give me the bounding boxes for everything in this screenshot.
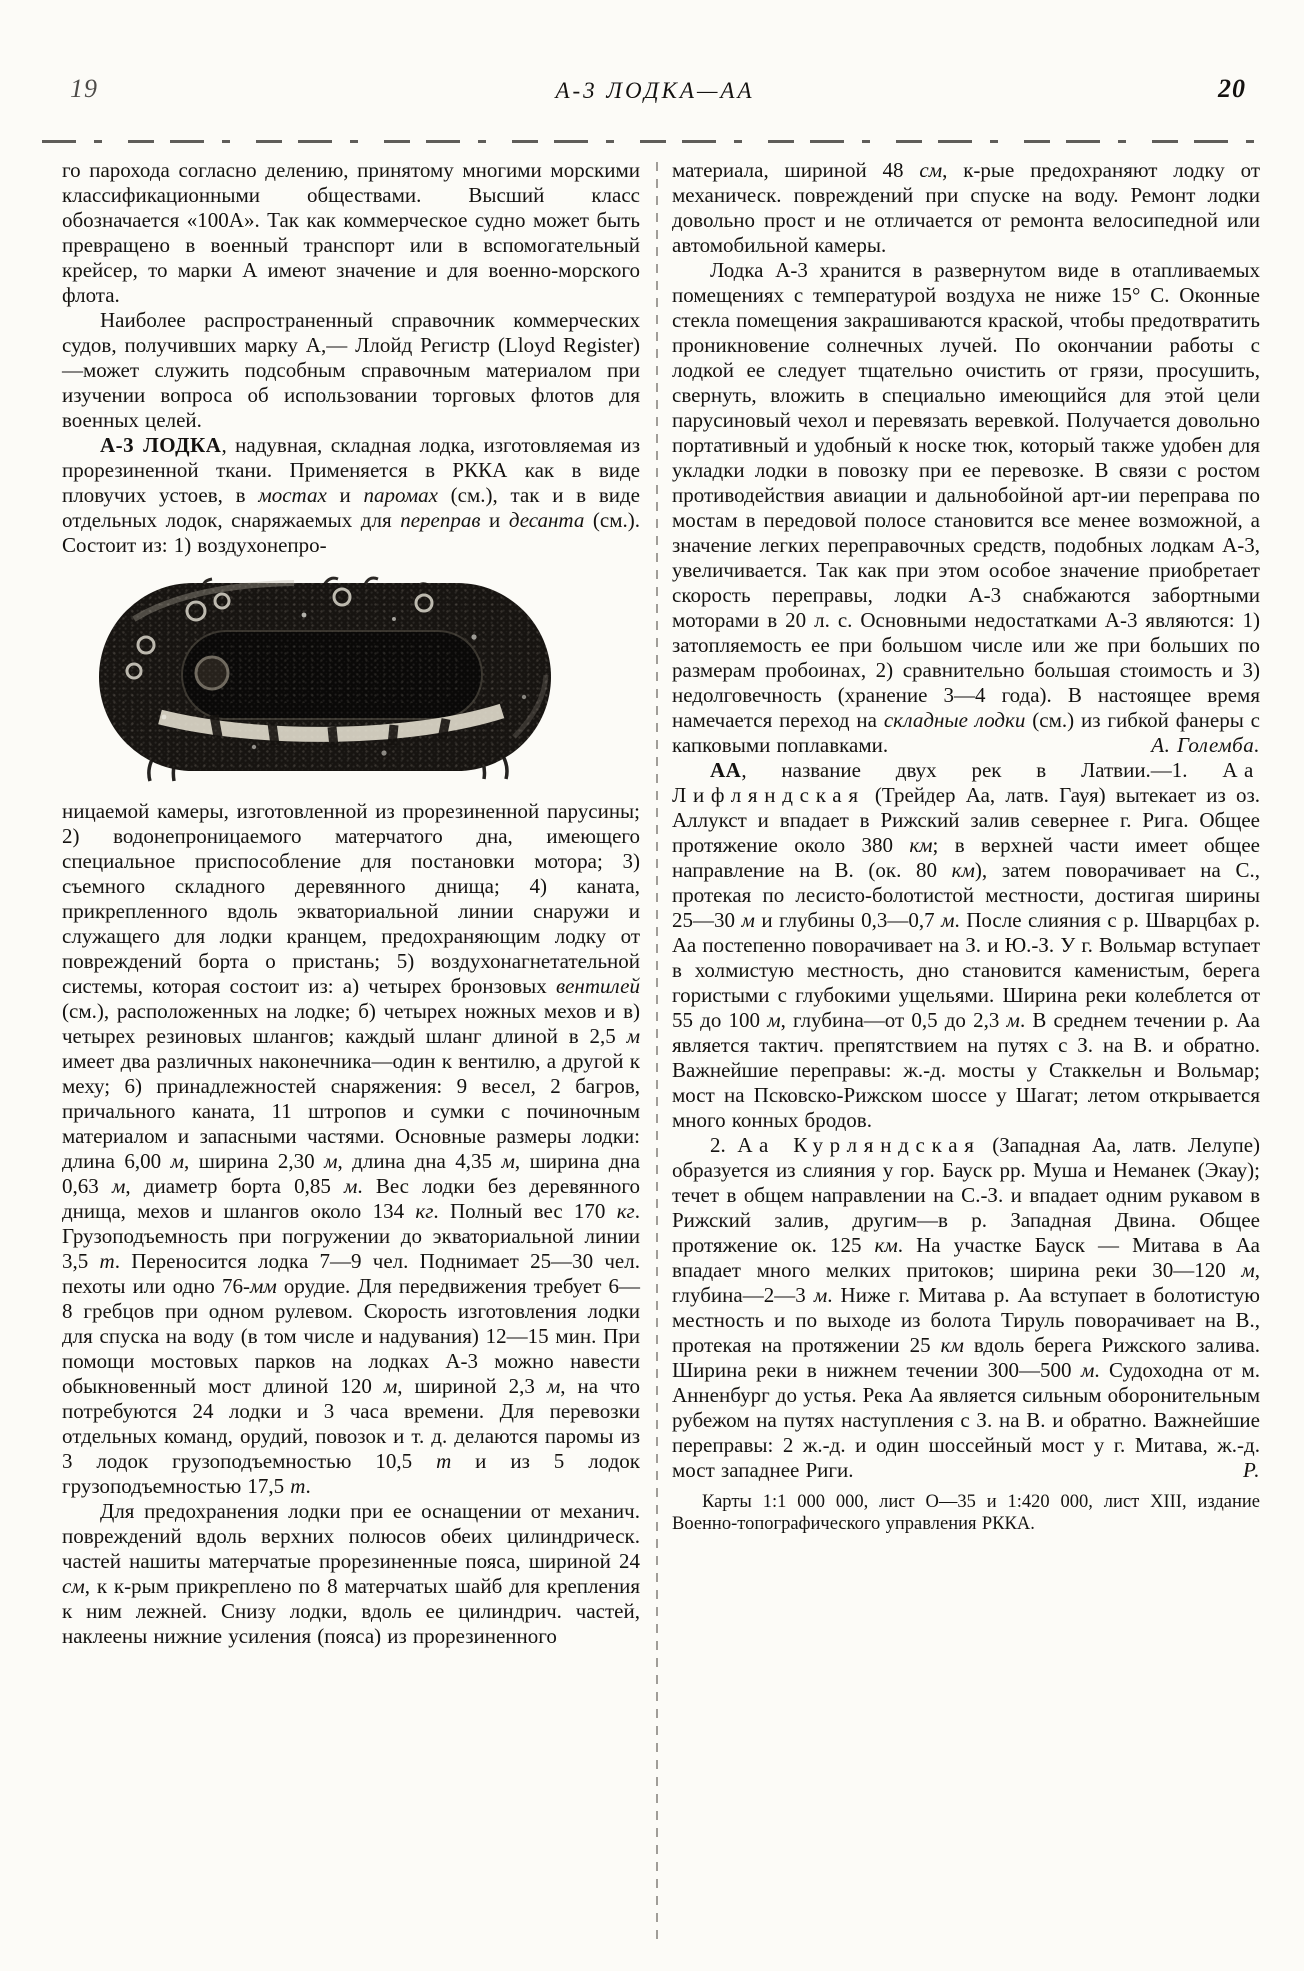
left-column [62, 158, 640, 1953]
text-run: (Трейдер Аа, латв. Гауя) вытекает из оз. Аллукст и впадает в Рижский залив севернее г. Рига. Общее протяжение около 380 [672, 783, 1260, 857]
text-run: км [940, 1333, 964, 1357]
text-run: (см.), расположенных на лодке; б) четырех ножных мехов и в) четырех резиновых шлангов; каждый шланг длиной в 2,5 [62, 999, 640, 1048]
text-run: материала, шириной 48 [672, 158, 920, 182]
text-run: м [767, 1008, 781, 1032]
entry-aa [672, 758, 1260, 1133]
paragraph [672, 1133, 1260, 1483]
paragraph [62, 1499, 640, 1649]
a3-boat-photo [94, 567, 556, 783]
text-run: Аа Курляндская [737, 1133, 981, 1157]
text-run: , к к-рым прикреплено по 8 матерчатых шайб для крепления к ним лежней. Снизу лодки, вдоль ее цилиндрич. частей, наклеены нижние усиления (пояса) из прорезиненного [62, 1574, 640, 1648]
text-run: , шириной 2,3 [397, 1374, 547, 1398]
text-run: , надувная, складная лодка, изготовляемая из прорезиненной ткани. Применяется в РККА как в виде пловучих устоев, в [62, 433, 641, 507]
text-run: Для предохранения лодки при ее оснащении от механич. повреждений вдоль верхних полюсов обеих цилиндрическ. частей нашиты матерчатые прорезиненные пояса, шириной 24 [62, 1499, 640, 1573]
text-run: м [344, 1174, 358, 1198]
text-run: м [1006, 1008, 1020, 1032]
text-run: м [111, 1174, 126, 1198]
text-run: 2. [710, 1133, 738, 1157]
text-run: паромах [363, 483, 438, 507]
entry-a3-lodka [62, 433, 640, 558]
text-run: , ширина 2,30 [184, 1149, 325, 1173]
text-run: , к-рые предохраняют лодку от механическ. повреждений при спуске на воду. Ремонт лодки довольно прост и не отличается от ремонта велосипедной или автомобильной камеры. [672, 158, 1261, 257]
text-run: . После слияния с р. Шварцбах р. Аа постепенно поворачивает на З. и Ю.-З. У г. Вольмар вступает в холмистую местность, дно становится каменистым, берега гористыми с глубокими ущельями. Ширина реки колеблется от 55 до 100 [672, 908, 1260, 1032]
text-run: т [436, 1449, 452, 1473]
text-run: . В среднем течении р. Аа является тактич. препятствием на путях с З. на В. и обратно. Важнейшие переправы: ж.-д. мосты у Стаккельн и Вольмар; мост на Псковско-Рижском шоссе у Шагат; летом открывается много конных бродов. [672, 1008, 1260, 1132]
text-run: м [626, 1024, 640, 1048]
text-run: и [480, 508, 509, 532]
text-run: кг [616, 1199, 635, 1223]
text-run: Р. [1243, 1458, 1260, 1482]
text-run: м [1080, 1358, 1095, 1382]
text-run: м [170, 1149, 185, 1173]
text-run: кг [415, 1199, 434, 1223]
text-run: ; в верхней части имеет общее направление на В. (ок. 80 [672, 833, 1260, 882]
text-run: км [909, 833, 933, 857]
text-run: ницаемой камеры, изготовленной из прорезиненной парусины; 2) водонепроницаемого матерчатого дна, имеющего специальное приспособление для постановки мотора; 3) съемного складного деревянного днища; 4) каната, прикрепленного вдоль экваториальной линии снаружи и служащего для лодки кранцем, предохраняющим лодку от повреждений борта о пристань; 5) воздухонагнетательной системы, которая состоит из: а) четырех бронзовых [62, 799, 640, 998]
text-run: . Грузоподъемность при погружении до экваториальной линии 3,5 [62, 1199, 640, 1273]
text-run: м [813, 1283, 828, 1307]
text-run: см [62, 1574, 85, 1598]
text-run: и глубины 0,3—0,7 [754, 908, 942, 932]
page-number-right: 20 [1218, 74, 1246, 103]
text-columns [62, 158, 1261, 1953]
text-run: ), затем поворачивает на С., протекая по лесисто-болотистой местности, достигая ширины 25—30 [672, 858, 1260, 932]
header-rule [42, 140, 1262, 143]
text-run: м [741, 908, 755, 932]
text-run: м [324, 1149, 338, 1173]
text-run: , ширина дна 0,63 [62, 1149, 640, 1198]
page-number-left: 19 [70, 74, 98, 103]
text-run: имеет два различных наконечника—один к вентилю, а другой к меху; 6) принадлежностей снаряжения: 9 весел, 2 багров, причального каната, 11 штропов и сумки с починочным материалом и запасными частями. Основные размеры лодки: длина 6,00 [62, 1049, 640, 1173]
text-run: , на что потребуются 24 лодки и 3 часа времени. Для перевозки отдельных команд, орудий, повозок и т. д. делаются паромы из 3 лодок грузоподъемностью 10,5 [62, 1374, 640, 1473]
text-run: орудие. Для передвижения требует 6—8 гребцов при одном рулевом. Скорость изготовления лодки для спуска на воду (в том числе и надувания) 12—15 мин. При помощи мостовых парков на лодках А-3 можно навести обыкновенный мост длиной 120 [62, 1274, 640, 1398]
text-run: , диаметр борта 0,85 [125, 1174, 344, 1198]
column-divider [656, 162, 658, 1943]
right-column [672, 158, 1260, 1953]
text-run: АА [710, 758, 742, 782]
text-run: см [919, 158, 943, 182]
text-run: А. Големба. [1151, 733, 1260, 757]
text-run: км [951, 858, 975, 882]
text-run: А-3 ЛОДКА [100, 433, 222, 457]
text-run: м [546, 1374, 561, 1398]
text-run: . Ниже г. Митава р. Аа вступает в болотистую местность и по выходе из болота Тируль поворачивает на В., протекая на протяжении 25 [672, 1283, 1260, 1357]
text-run: десанта [508, 508, 585, 532]
text-run: Карты 1:1 000 000, лист О—35 и 1:420 000, лист XIII, издание Военно-топографического управления РККА. [672, 1492, 1260, 1534]
text-run: Аа Лифляндская [672, 758, 1260, 807]
text-run: . Переносится лодка 7—9 чел. Поднимает 25—30 чел. пехоты или одно 76- [62, 1249, 640, 1298]
text-run: м [1241, 1258, 1255, 1282]
text-run: . [305, 1474, 311, 1498]
text-run: км [874, 1233, 898, 1257]
paragraph-continuation [62, 799, 640, 1499]
text-run: переправ [400, 508, 481, 532]
text-run: го парохода согласно делению, принятому многими морскими классификационными обществами. Высший класс обозначается «100А». Так как коммерческое судно может быть превращено в военный транспорт или в вспомогательный крейсер, то марки А имеют значение и для военно-морского флота. [62, 158, 640, 307]
text-run: Лодка А-3 хранится в развернутом виде в отапливаемых помещениях с температурой воздуха не ниже 15° С. Оконные стекла помещения закрашиваются краской, чтобы предотвратить проникновение солнечных лучей. По окончании работы с лодкой ее следует тщательно очистить от грязи, просушить, свернуть, вложить в специально имеющийся для этой цели парусиновый чехол и перевязать веревкой. Получается довольно портативный и удобный к носке тюк, который также удобен для укладки лодки в повозку при ее перевозке. В связи с ростом противодействия авиации и дальнобойной арт-ии переправа по мостам в передовой полосе становится все менее возможной, а значение легких переправочных средств, подобных лодкам А-3, увеличивается. Так как при этом особое значение приобретает скорость переправы, лодки А-3 снабжаются забортными моторами в 20 л. с. Основными недостатками А-3 являются: 1) затопляемость ее при большом числе или же при больших по размерам пробоинах, 2) сравнительно большая стоимость и 3) недолговечность (хранение 3—4 года). В настоящее время намечается переход на [672, 258, 1260, 732]
text-run: мостах [258, 483, 327, 507]
text-run: м [501, 1149, 515, 1173]
text-run: . На участке Бауск — Митава в Аа впадает много мелких притоков; ширина реки 30—120 [672, 1233, 1260, 1282]
text-run: вентилей [555, 974, 640, 998]
running-title: А-3 ЛОДКА—АА [555, 78, 755, 103]
page-header [62, 74, 1248, 114]
text-run: мм [249, 1274, 277, 1298]
text-run: (см.) из гибкой фанеры с капковыми поплавками. [672, 708, 1260, 757]
paragraph-continuation [672, 158, 1260, 258]
text-run: , длина дна 4,35 [337, 1149, 502, 1173]
text-run: (см.). Состоит из: 1) воздухонепро- [62, 508, 641, 557]
text-run: , глубина—от 0,5 до 2,3 [780, 1008, 1007, 1032]
text-run: (см.), так и в виде отдельных лодок, снаряжаемых для [62, 483, 640, 532]
map-source-note [672, 1491, 1260, 1535]
text-run: (Западная Аа, латв. Лелупе) образуется из слияния у гор. Бауск рр. Муша и Неманек (Экау); течет в общем направлении на С.-З. и впадает одним рукавом в Рижский залив, другим—в р. Западная Двина. Общее протяжение ок. 125 [672, 1133, 1261, 1257]
text-run: м [383, 1374, 398, 1398]
text-run: т [290, 1474, 306, 1498]
text-run: складные лодки [883, 708, 1026, 732]
text-run: м [941, 908, 955, 932]
text-run: . Вес лодки без деревянного днища, мехов и шлангов около 134 [62, 1174, 640, 1223]
text-run: . Судоходна от м. Анненбург до устья. Река Аа является сильным оборонительным рубежом на путях наступления с З. на В. и обратно. Важнейшие переправы: 2 ж.-д. и один шоссейный мост у г. Митава, ж.-д. мост западнее Риги. [672, 1358, 1261, 1482]
text-run: и из 5 лодок грузоподъемностью 17,5 [62, 1449, 640, 1498]
text-run: , название двух рек в Латвии.—1. [741, 758, 1223, 782]
text-run: вдоль берега Рижского залива. Ширина реки в нижнем течении 300—500 [672, 1333, 1260, 1382]
paragraph [62, 308, 640, 433]
text-run: т [99, 1249, 115, 1273]
paragraph [672, 258, 1260, 758]
text-run: Наиболее распространенный справочник коммерческих судов, получивших марку А,— Ллойд Регистр (Lloyd Register)—может служить подсобным справочным материалом при изучении вопроса об использовании торговых флотов для военных целей. [62, 308, 640, 432]
text-run: и [326, 483, 364, 507]
text-run: . Полный вес 170 [433, 1199, 617, 1223]
boat-illustration-svg [94, 567, 556, 783]
paragraph-continuation [62, 158, 640, 308]
text-run: , глубина—2—3 [672, 1258, 1260, 1307]
